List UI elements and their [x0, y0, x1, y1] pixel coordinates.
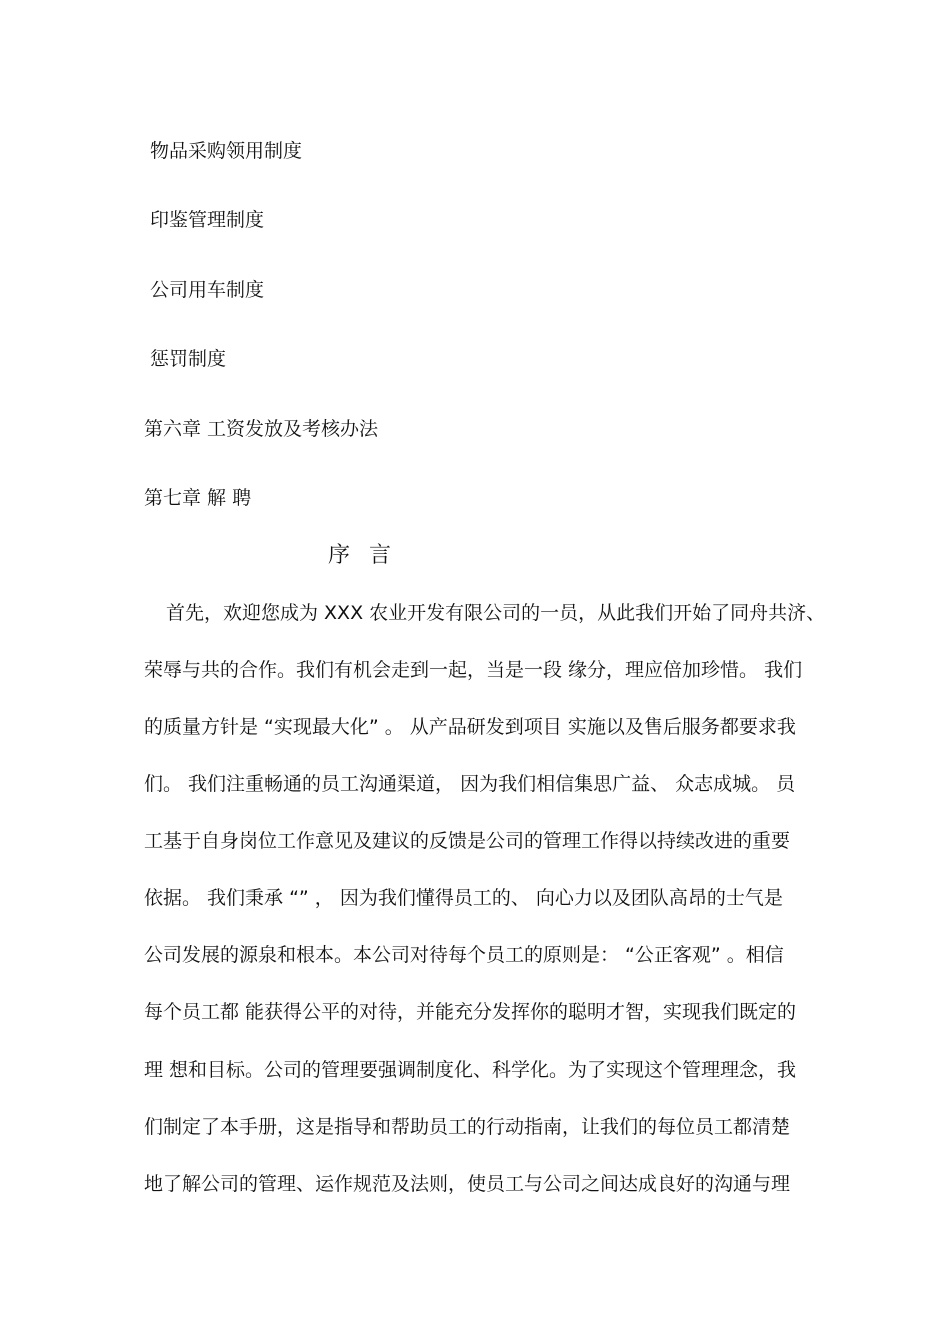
- preface-line: 首先，欢迎您成为 XXX 农业开发有限公司的一员，从此我们开始了同舟共济、: [166, 602, 826, 624]
- preface-line: 每个员工都 能获得公平的对待，并能充分发挥你的聪明才智，实现我们既定的: [144, 1001, 797, 1023]
- preface-line: 的质量方针是 “实现最大化” 。 从产品研发到项目 实施以及售后服务都要求我: [144, 716, 796, 738]
- preface-line: 依据。 我们秉承 “” ， 因为我们懂得员工的、 向心力以及团队高昂的士气是: [144, 887, 783, 909]
- toc-item-seal-management: 印鉴管理制度: [150, 209, 265, 231]
- toc-item-penalty: 惩罚制度: [150, 348, 227, 370]
- preface-line: 荣辱与共的合作。我们有机会走到一起，当是一段 缘分，理应倍加珍惜。 我们: [144, 659, 803, 681]
- preface-line: 理 想和目标。公司的管理要强调制度化、科学化。为了实现这个管理理念，我: [144, 1059, 797, 1081]
- preface-line: 公司发展的源泉和根本。本公司对待每个员工的原则是： “公正客观” 。相信: [144, 944, 784, 966]
- preface-line: 们制定了本手册，这是指导和帮助员工的行动指南，让我们的每位员工都清楚: [144, 1116, 791, 1138]
- toc-chapter-six: 第六章 工资发放及考核办法: [144, 418, 379, 440]
- preface-line: 工基于自身岗位工作意见及建议的反馈是公司的管理工作得以持续改进的重要: [144, 830, 791, 852]
- toc-item-procurement: 物品采购领用制度: [150, 140, 303, 162]
- preface-line: 地了解公司的管理、运作规范及法则，使员工与公司之间达成良好的沟通与理: [144, 1173, 791, 1195]
- toc-item-vehicle-use: 公司用车制度: [150, 279, 265, 301]
- preface-title: 序 言: [328, 543, 397, 568]
- toc-chapter-seven: 第七章 解 聘: [144, 487, 252, 509]
- preface-line: 们。 我们注重畅通的员工沟通渠道， 因为我们相信集思广益、 众志成城。 员: [144, 773, 796, 795]
